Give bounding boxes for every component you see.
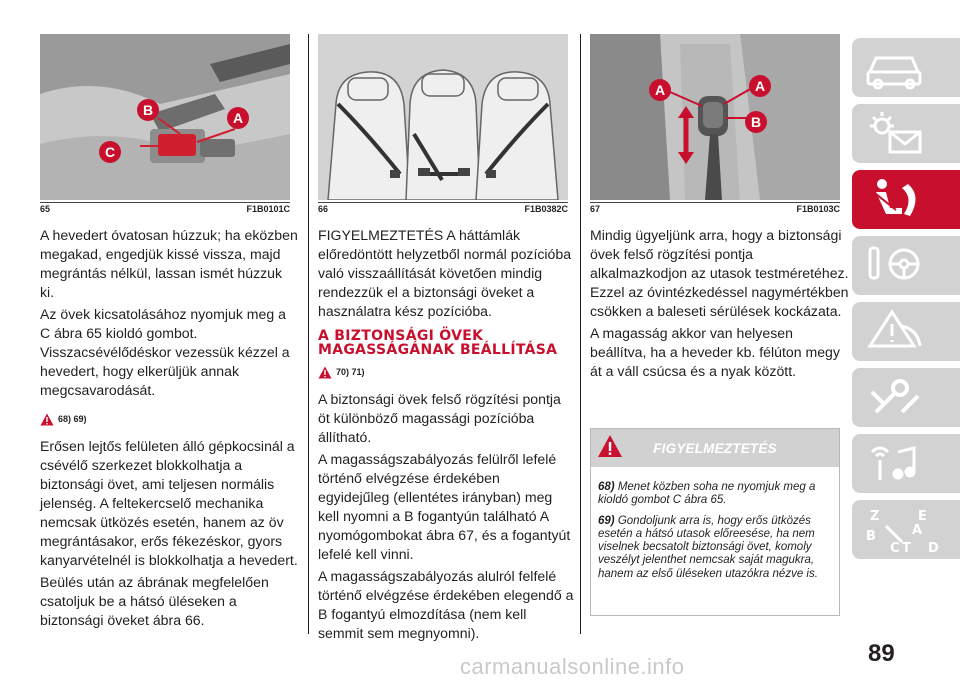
figure-66-code: F1B0382C: [524, 204, 568, 214]
col1-warning-reference: [40, 410, 300, 429]
warning-item: [598, 515, 832, 581]
warning-item-text: Menet közben soha ne nyomjuk meg a kioldó gombot C ábra 65.: [598, 481, 816, 507]
col2-paragraph-3: A magasságszabályozás felülről lefelé történő elvégzése érdekében egyidejűleg (ellentétes irányban) meg kell nyomni a B fogantyún található A nyomógombokat ábra 67, és a fogantyút lefelé kell vinni.: [318, 451, 571, 562]
figure-65-label-a: A: [232, 110, 244, 126]
rear-seats-belts-illustration: [318, 34, 568, 200]
warning-box-title: FIGYELMEZTETÉS: [653, 441, 777, 456]
figure-67-code: F1B0103C: [796, 204, 840, 214]
tab-seat-airbag[interactable]: [852, 170, 960, 229]
belt-height-adjuster-illustration: [590, 34, 840, 200]
col2-warning-reference: [318, 363, 574, 382]
seat-airbag-icon: [862, 174, 932, 224]
warning-box-header: [591, 429, 839, 467]
figure-67-number: 67: [590, 204, 601, 214]
col2-warning-refs-text: 70) 71): [336, 367, 365, 377]
tab-index[interactable]: [852, 500, 960, 559]
col1-paragraph-4: Beülés után az ábrának megfelelően csatoljuk be a hátsó üléseken a biztonsági öveket ábra 66.: [40, 574, 269, 628]
warning-lights-icon: [862, 108, 932, 158]
warning-item-text: Gondoljunk arra is, hogy erős ütközés esetén a hátsó utasok előreesése, ha nem viselnek becsatolt biztonsági övet, komoly veszélyt jelenthet nemcsak saját magukra, hanem az első üléseken utazókra nézve is.: [598, 514, 818, 580]
key-steering-wheel-icon: [862, 240, 932, 290]
tab-car-dashboard[interactable]: [852, 38, 960, 97]
index-letter: B: [866, 529, 876, 544]
col2-paragraph-2: A biztonsági övek felső rögzítési pontja öt különböző magassági pozícióba állítható.: [318, 391, 561, 445]
index-letter: A: [912, 523, 923, 538]
figure-65-caption: [40, 202, 290, 215]
chapter-tabs: [852, 38, 960, 566]
tab-warning-lights[interactable]: [852, 104, 960, 163]
page-number: 89: [868, 640, 895, 667]
warning-triangle-icon: [318, 366, 332, 379]
multimedia-icon: [862, 438, 932, 488]
warning-item: [598, 481, 832, 508]
col3-paragraph-2: A magasság akkor van helyesen beállítva, ha a heveder kb. félúton megy át a váll csúcsa és a nyak között.: [590, 325, 840, 379]
figure-67-caption: [590, 202, 840, 215]
figure-66-number: 66: [318, 204, 329, 214]
seatbelt-buckle-illustration: [40, 34, 290, 200]
col1-paragraph-1: A hevedert óvatosan húzzuk; ha eközben megakad, engedjük kissé vissza, majd megrántás nélkül, lassan ismét húzzuk ki.: [40, 227, 298, 300]
tab-breakdown[interactable]: [852, 302, 960, 361]
index-letter: Z: [870, 509, 880, 524]
column-3: [590, 226, 850, 384]
column-1: [40, 226, 300, 633]
figure-66-image: [318, 34, 568, 200]
figure-65-image: [40, 34, 290, 200]
tab-maintenance[interactable]: [852, 368, 960, 427]
index-letter: E: [918, 509, 927, 524]
section-title: A BIZTONSÁGI ÖVEK MAGASSÁGÁNAK BEÁLLÍTÁSA: [318, 328, 558, 358]
tab-key-steering[interactable]: [852, 236, 960, 295]
figure-67-label-b: B: [750, 114, 762, 130]
col1-warning-refs-text: 68) 69): [58, 414, 87, 424]
figure-65-label-c: C: [104, 144, 116, 160]
warning-triangle-icon: [40, 413, 54, 426]
warning-box: [590, 428, 840, 616]
warning-item-number: 68): [598, 481, 615, 493]
tab-multimedia[interactable]: [852, 434, 960, 493]
column-divider-2: [580, 34, 581, 634]
column-2: [318, 226, 574, 646]
index-letter: D: [928, 541, 939, 556]
watermark: carmanualsonline.info: [460, 654, 685, 679]
figure-65-label-b: B: [142, 102, 154, 118]
col3-paragraph-1: Mindig ügyeljünk arra, hogy a biztonsági övek felső rögzítési pontja alkalmazkodjon az utasok testméretéhez. Ezzel az óvintézkedéssel nagymértékben csökken a baleseti sérülések kockázata.: [590, 227, 849, 319]
figure-65-code: F1B0101C: [246, 204, 290, 214]
col1-paragraph-2: Az övek kicsatolásához nyomjuk meg a C ábra 65 kioldó gombot. Visszacsévélődéskor vezessük kézzel a hevedert, hogy elkerüljük annak megcsavarodását.: [40, 306, 290, 398]
figure-67-label-a-left: A: [654, 82, 666, 98]
figure-67-image: [590, 34, 840, 200]
index-letter: T: [902, 541, 911, 556]
col2-paragraph-1: FIGYELMEZTETÉS A háttámlák előredöntött helyzetből normál pozícióba való visszaállítását követően mindig rendezzük el a biztonsági öveket a használatra kész pozícióba.: [318, 227, 572, 319]
col1-paragraph-3: Erősen lejtős felületen álló gépkocsinál a csévélő szerkezet blokkolhatja a biztonsági övet, ami teljesen normális jelenség. A feltekercselő mechanika nemcsak ütközés esetén, hanem az öv megrántásakor, erős fékezéskor, gyors kanyarvételnél is blokkolhatja a hevedert.: [40, 438, 298, 568]
index-letter: C: [890, 541, 900, 556]
alphabetical-index-icon: [862, 504, 952, 559]
col2-paragraph-4: A magasságszabályozás alulról felfelé történő elvégzése érdekében elegendő a B fogantyú elmozdítása (nem kell semmit sem megnyomni).: [318, 568, 574, 641]
figure-65-number: 65: [40, 204, 51, 214]
figure-66-caption: [318, 202, 568, 215]
car-dashboard-icon: [862, 42, 932, 92]
breakdown-warning-icon: [862, 306, 932, 356]
warning-item-number: 69): [598, 514, 615, 527]
column-divider-1: [308, 34, 309, 634]
warning-box-body: [591, 467, 839, 581]
maintenance-tools-icon: [862, 372, 932, 422]
figure-67-label-a-right: A: [754, 78, 766, 94]
